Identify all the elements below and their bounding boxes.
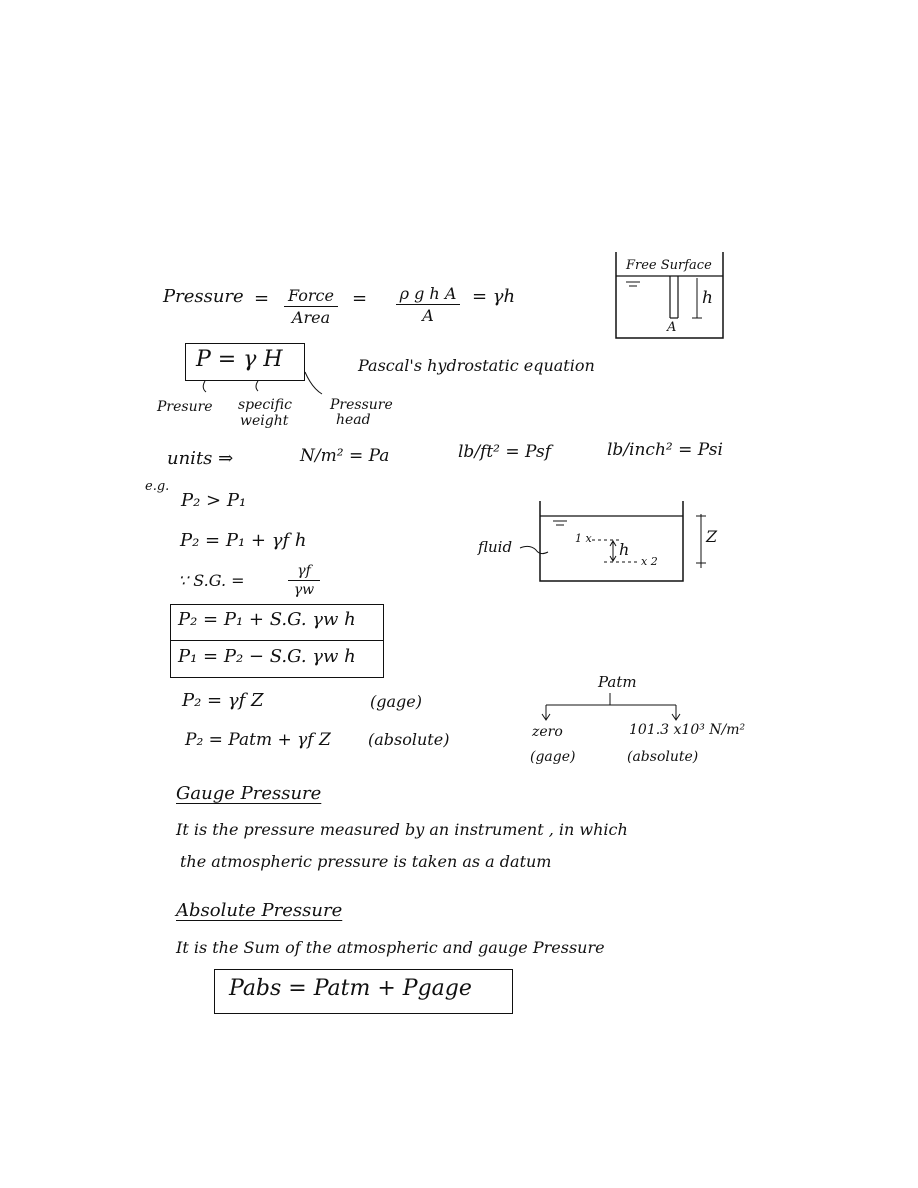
absolute-pressure-equation: Pabs = Patm + Pgage	[229, 976, 472, 1001]
unit-psi: lb/inch² = Psi	[607, 440, 723, 460]
zero-label: zero	[532, 724, 563, 740]
pressure-inequality: P₂ > P₁	[181, 490, 247, 511]
gage-equation: P₂ = γf Z	[182, 690, 264, 711]
absolute-equation: P₂ = Patm + γf Z	[185, 730, 331, 750]
tank-a-label: A	[667, 320, 677, 335]
unit-psf: lb/ft² = Psf	[458, 442, 552, 462]
tank2-z-label: Z	[706, 527, 718, 546]
specific-gravity-label: ∵ S.G. =	[178, 571, 245, 590]
fraction-denominator: γw	[293, 582, 315, 598]
specific-annotation: specific	[238, 397, 292, 413]
equals-sign: =	[352, 288, 368, 309]
point1-label: 1 x	[575, 532, 592, 545]
gauge-definition-line1: It is the pressure measured by an instrument , in which	[176, 820, 628, 839]
unit-pascal: N/m² = Pa	[300, 446, 390, 466]
pressure-label: Pressure	[163, 286, 244, 307]
fluid-label: fluid	[478, 538, 513, 556]
gauge-pressure-heading: Gauge Pressure	[176, 783, 322, 804]
absolute-pressure-heading: Absolute Pressure	[176, 900, 343, 921]
head-annotation: head	[336, 412, 371, 428]
absolute-label: (absolute)	[368, 730, 450, 749]
absolute-branch-label: (absolute)	[627, 749, 699, 765]
fraction-numerator: ρ g h A	[396, 284, 460, 305]
tank-h-label: h	[702, 288, 713, 308]
pascal-equation-name: Pascal's hydrostatic equation	[358, 356, 595, 375]
p1-relation: P₁ = P₂ − S.G. γw h	[178, 646, 356, 667]
p2-relation: P₂ = P₁ + S.G. γw h	[178, 609, 356, 630]
atm-value-label: 101.3 x10³ N/m²	[629, 722, 746, 738]
gage-branch-label: (gage)	[530, 749, 576, 765]
tank2-h-label: h	[619, 540, 630, 559]
pressure-head-annotation: Pressure	[330, 397, 393, 413]
absolute-definition-line: It is the Sum of the atmospheric and gauge Pressure	[176, 938, 605, 957]
pressure-relation: P₂ = P₁ + γf h	[180, 530, 307, 551]
fraction-numerator: γf	[288, 563, 320, 581]
gamma-h-result: = γh	[472, 286, 516, 307]
equals-sign: =	[254, 288, 270, 309]
weight-annotation: weight	[240, 413, 289, 429]
gage-label: (gage)	[370, 692, 422, 711]
units-label: units ⇒	[167, 448, 234, 469]
fraction-denominator: A	[422, 306, 434, 325]
example-tag: e.g.	[145, 479, 170, 494]
free-surface-label: Free Surface	[626, 258, 712, 273]
fraction-numerator: Force	[284, 286, 338, 307]
pressure-annotation: Presure	[157, 399, 213, 415]
fraction-denominator: Area	[291, 308, 331, 327]
gauge-definition-line2: the atmospheric pressure is taken as a datum	[180, 852, 552, 871]
pascal-equation: P = γ H	[196, 347, 283, 372]
point2-label: x 2	[641, 555, 658, 568]
patm-root-label: Patm	[598, 673, 637, 691]
